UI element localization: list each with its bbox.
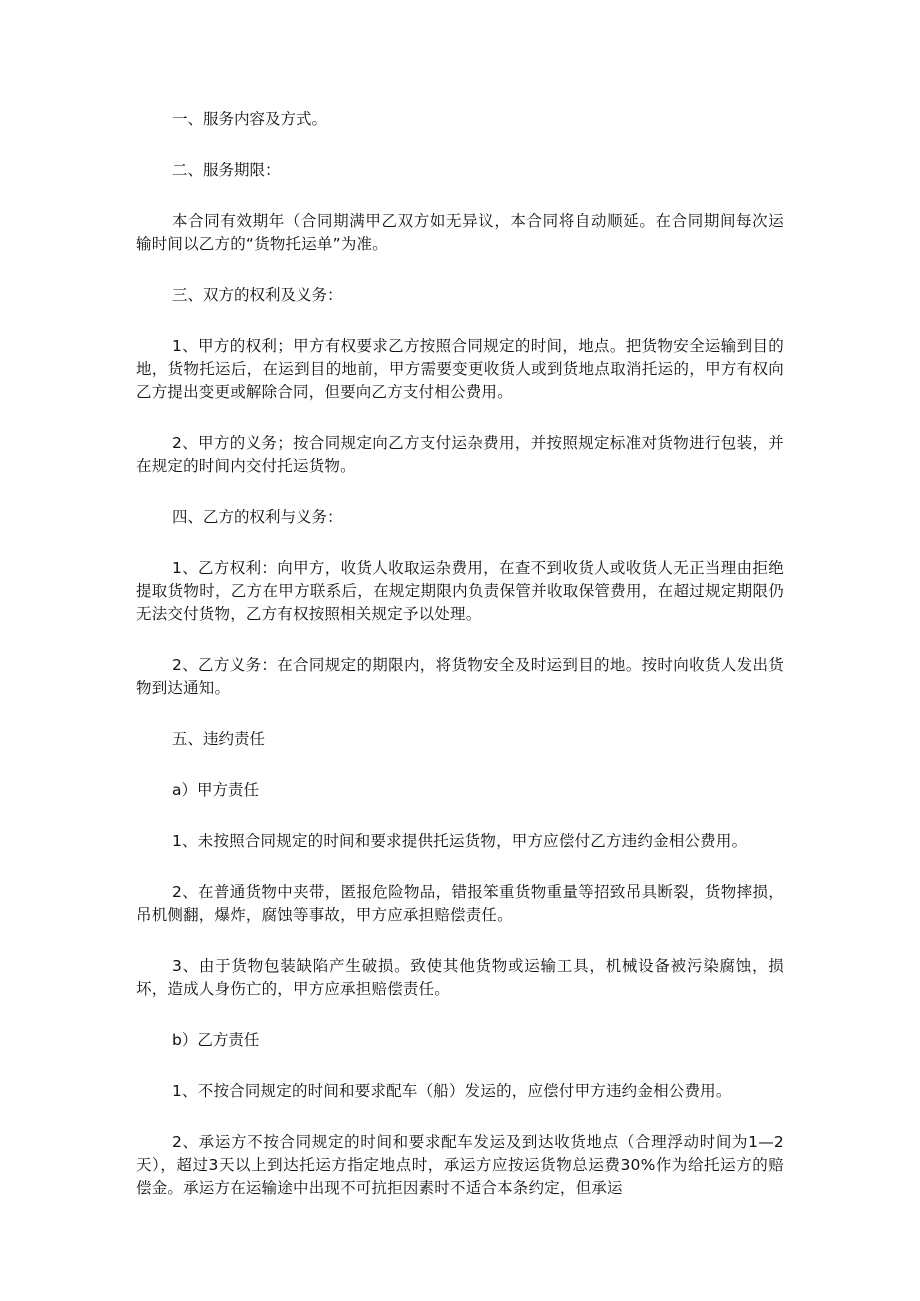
paragraph-party-a-rights: 1、甲方的权利；甲方有权要求乙方按照合同规定的时间，地点。把货物安全运输到目的地，货物托运后，在运到目的地前，甲方需要变更收货人或到货地点取消托运的，甲方有权向乙方提出变更或解除合同，但要向乙方支付相公费用。 [136,337,784,401]
section-heading-service-period: 二、服务期限： [172,161,281,179]
section-heading-party-b-rights: 四、乙方的权利与义务： [172,508,343,526]
subheading-party-b-liability: b）乙方责任 [172,1031,260,1049]
section-heading-service-content: 一、服务内容及方式。 [172,110,328,128]
section-heading-rights-obligations: 三、双方的权利及义务： [172,286,343,304]
paragraph-party-b-rights: 1、乙方权利：向甲方，收货人收取运杂费用，在查不到收货人或收货人无正当理由拒绝提取货物时，乙方在甲方联系后，在规定期限内负责保管并收取保管费用，在超过规定期限仍无法交付货物，乙方有权按照相关规定予以处理。 [136,559,784,623]
section-heading-liability: 五、违约责任 [172,730,266,748]
paragraph-service-period: 本合同有效期年（合同期满甲乙双方如无异议，本合同将自动顺延。在合同期间每次运输时间以乙方的“货物托运单”为准。 [136,212,784,253]
subheading-party-a-liability: a）甲方责任 [172,781,259,799]
paragraph-party-b-liability-2: 2、承运方不按合同规定的时间和要求配车发运及到达收货地点（合理浮动时间为1—2天），超过3天以上到达托运方指定地点时，承运方应按运货物总运费30%作为给托运方的赔偿金。承运方在运输途中出现不可抗拒因素时不适合本条约定，但承运 [136,1133,784,1197]
paragraph-party-a-liability-3: 3、由于货物包装缺陷产生破损。致使其他货物或运输工具，机械设备被污染腐蚀，损坏，造成人身伤亡的，甲方应承担赔偿责任。 [136,957,784,998]
paragraph-party-a-obligations: 2、甲方的义务；按合同规定向乙方支付运杂费用，并按照规定标准对货物进行包装，并在规定的时间内交付托运货物。 [136,434,784,475]
paragraph-party-b-liability-1: 1、不按合同规定的时间和要求配车（船）发运的，应偿付甲方违约金相公费用。 [172,1082,732,1100]
paragraph-party-a-liability-1: 1、未按照合同规定的时间和要求提供托运货物，甲方应偿付乙方违约金相公费用。 [172,832,748,850]
paragraph-party-b-obligations: 2、乙方义务：在合同规定的期限内，将货物安全及时运到目的地。按时向收货人发出货物到达通知。 [136,656,784,697]
paragraph-party-a-liability-2: 2、在普通货物中夹带，匿报危险物品，错报笨重货物重量等招致吊具断裂，货物摔损，吊机侧翻，爆炸，腐蚀等事故，甲方应承担赔偿责任。 [136,883,784,924]
document-page [136,108,784,1228]
